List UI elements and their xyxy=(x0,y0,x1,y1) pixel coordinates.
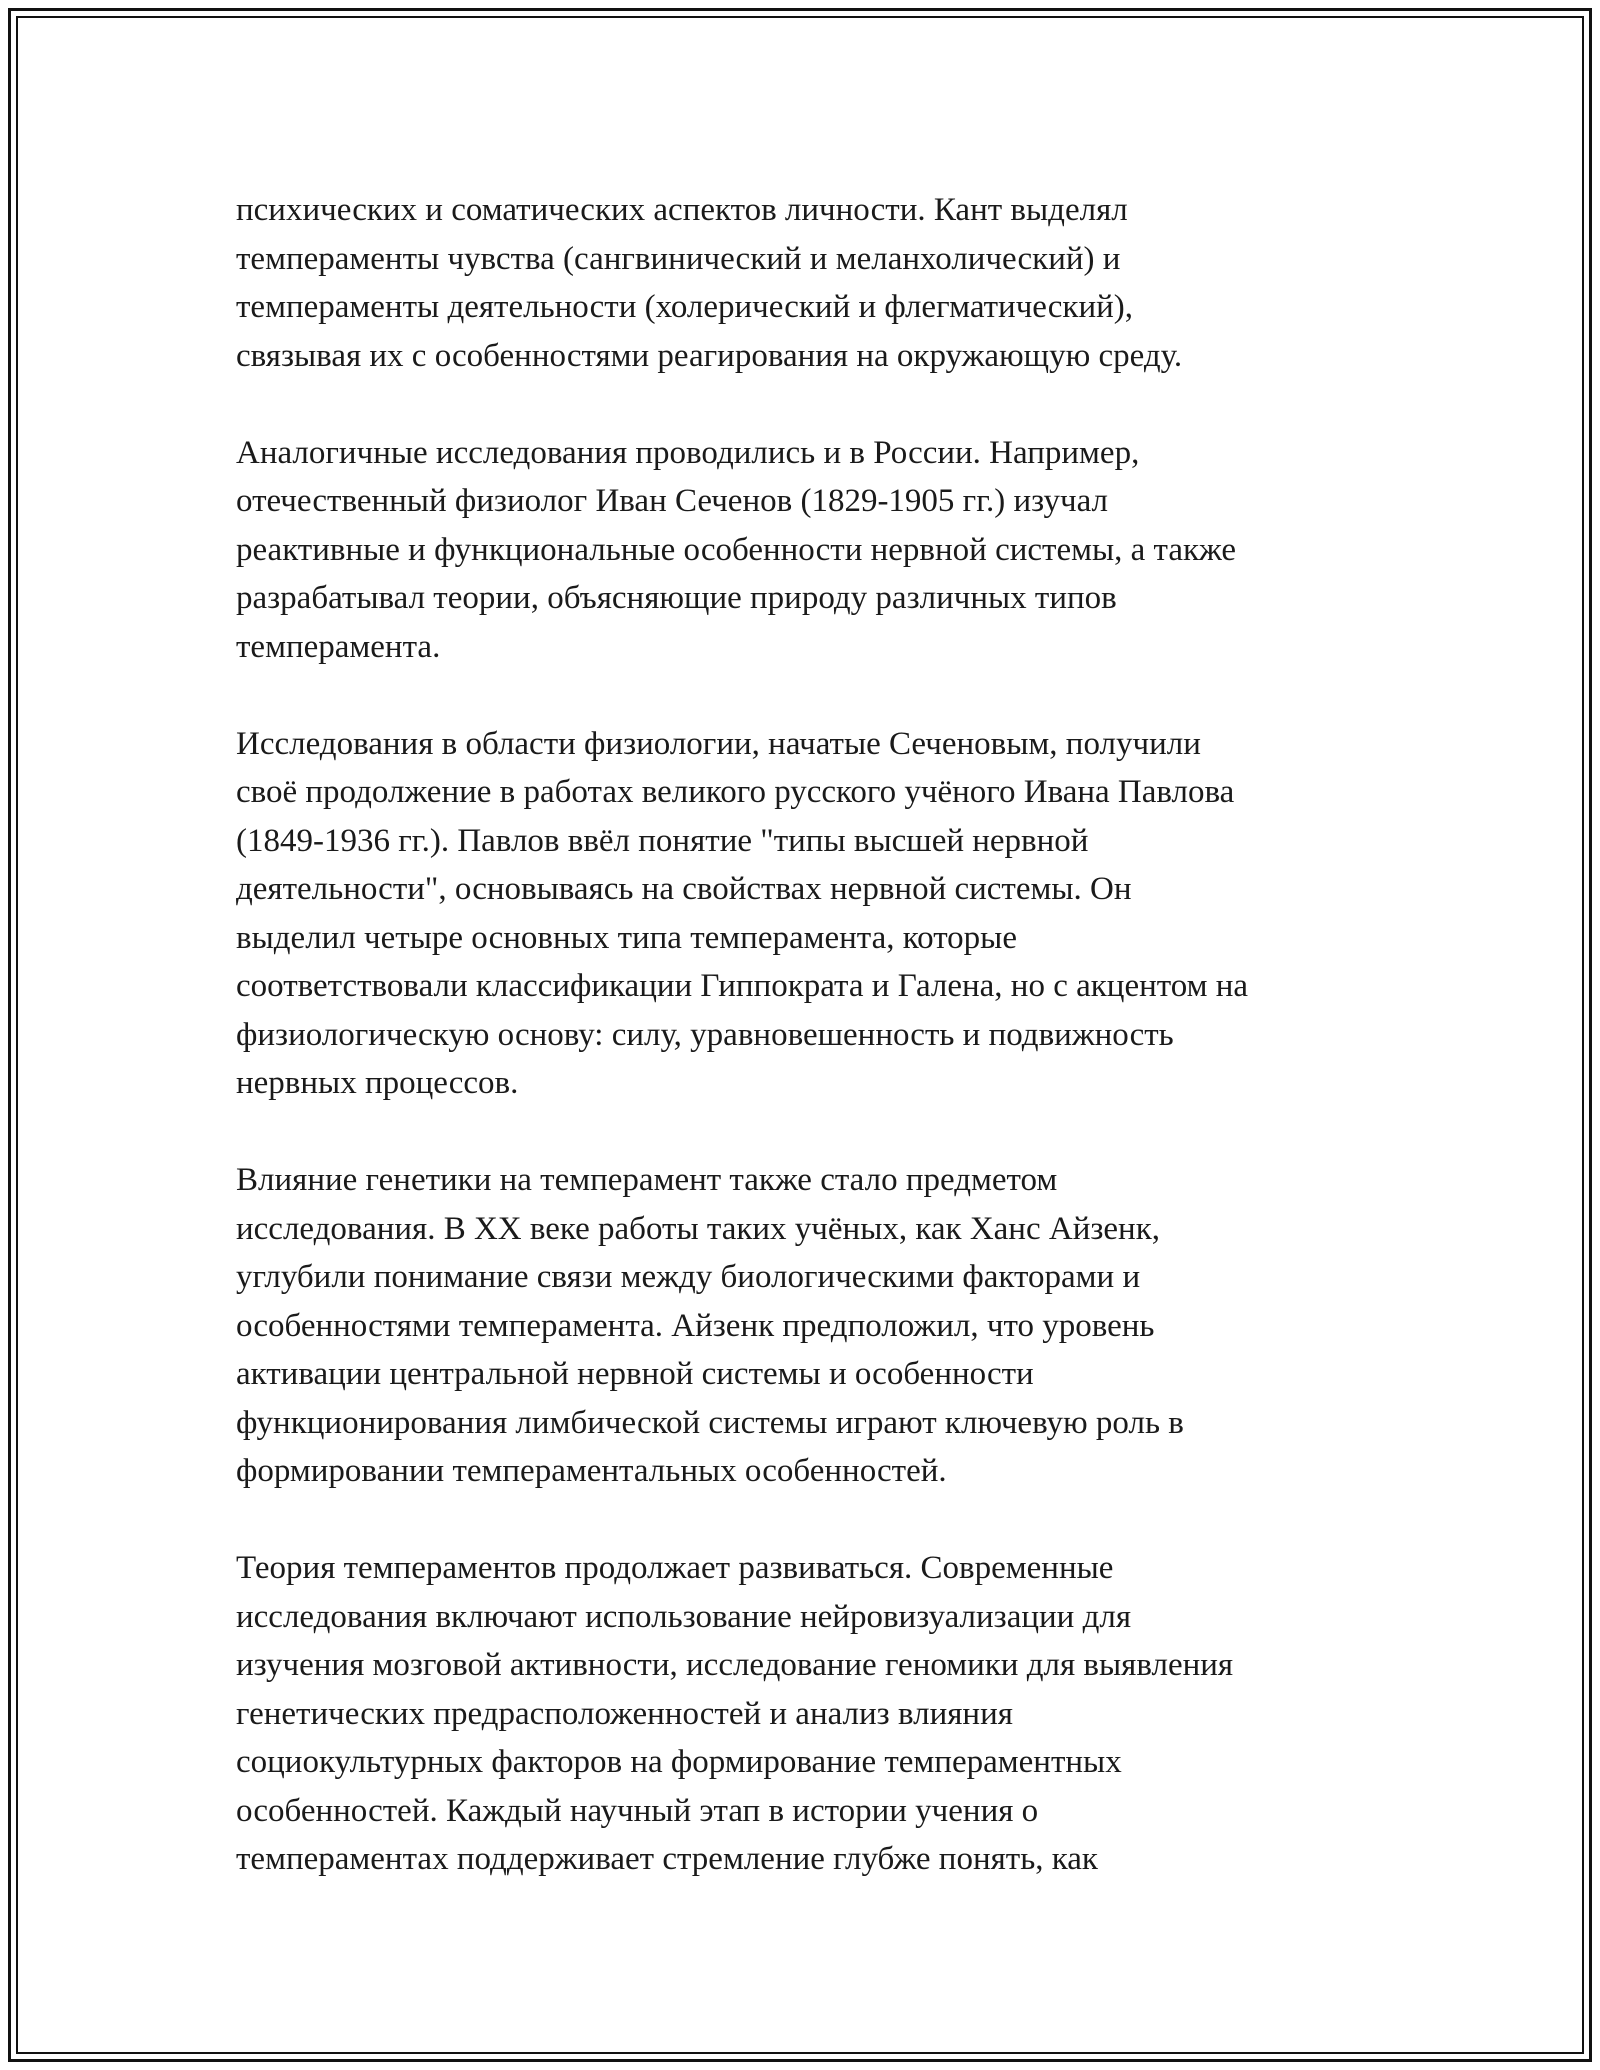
text-line: особенностей. Каждый научный этап в истории учения о xyxy=(236,1792,1039,1829)
text-line: деятельности", основываясь на свойствах нервной системы. Он xyxy=(236,871,1132,907)
text-line: формировании темпераментальных особенностей. xyxy=(236,1453,947,1489)
paragraph-pavlov-research xyxy=(236,720,1386,1108)
text-line: Теория темпераментов продолжает развиваться. Современные xyxy=(236,1550,1114,1586)
text-line: активации центральной нервной системы и особенности xyxy=(236,1356,1034,1392)
paragraph-sechenov-research xyxy=(236,429,1386,672)
text-line: генетических предрасположенностей и анализ влияния xyxy=(236,1695,1013,1732)
text-line: (1849-1936 гг.). Павлов ввёл понятие "типы высшей нервной xyxy=(236,822,1089,859)
text-line: своё продолжение в работах великого русского учёного Ивана Павлова xyxy=(236,774,1235,810)
paragraph-kant-temperaments xyxy=(236,186,1386,380)
text-line: Влияние генетики на темперамент также стало предметом xyxy=(236,1162,1058,1198)
text-line: выделил четыре основных типа темперамента, которые xyxy=(236,919,1017,956)
text-line: Исследования в области физиологии, начатые Сеченовым, получили xyxy=(236,725,1201,762)
text-line: исследования включают использование нейровизуализации для xyxy=(236,1598,1132,1635)
paragraph-modern-theory xyxy=(236,1544,1386,1884)
text-line: углубили понимание связи между биологическими факторами и xyxy=(236,1259,1141,1295)
text-line: исследования. В XX веке работы таких учёных, как Ханс Айзенк, xyxy=(236,1210,1160,1247)
text-line: связывая их с особенностями реагирования на окружающую среду. xyxy=(236,337,1183,374)
text-line: Аналогичные исследования проводились и в России. Например, xyxy=(236,434,1140,471)
text-line: нервных процессов. xyxy=(236,1065,519,1101)
text-line: реактивные и функциональные особенности нервной системы, а также xyxy=(236,531,1237,568)
text-line: отечественный физиолог Иван Сеченов (1829-1905 гг.) изучал xyxy=(236,483,1109,519)
text-line: социокультурных факторов на формирование темпераментных xyxy=(236,1744,1122,1780)
text-line: темпераменты чувства (сангвинический и меланхолический) и xyxy=(236,240,1121,277)
text-line: соответствовали классификации Гиппократа и Галена, но с акцентом на xyxy=(236,968,1249,1004)
text-line: особенностями темперамента. Айзенк предположил, что уровень xyxy=(236,1307,1155,1344)
text-line: темпераменты деятельности (холерический и флегматический), xyxy=(236,289,1134,325)
paragraph-genetics-eysenck xyxy=(236,1156,1386,1496)
text-line: изучения мозговой активности, исследование геномики для выявления xyxy=(236,1647,1234,1683)
text-line: темпераментах поддерживает стремление глубже понять, как xyxy=(236,1841,1098,1877)
text-line: темперамента. xyxy=(236,628,441,665)
text-line: физиологическую основу: силу, уравновешенность и подвижность xyxy=(236,1016,1174,1053)
text-line: функционирования лимбической системы играют ключевую роль в xyxy=(236,1404,1184,1441)
text-line: разрабатывал теории, объясняющие природу различных типов xyxy=(236,580,1117,616)
text-line: психических и соматических аспектов личности. Кант выделял xyxy=(236,192,1128,228)
document-body xyxy=(236,186,1386,1932)
